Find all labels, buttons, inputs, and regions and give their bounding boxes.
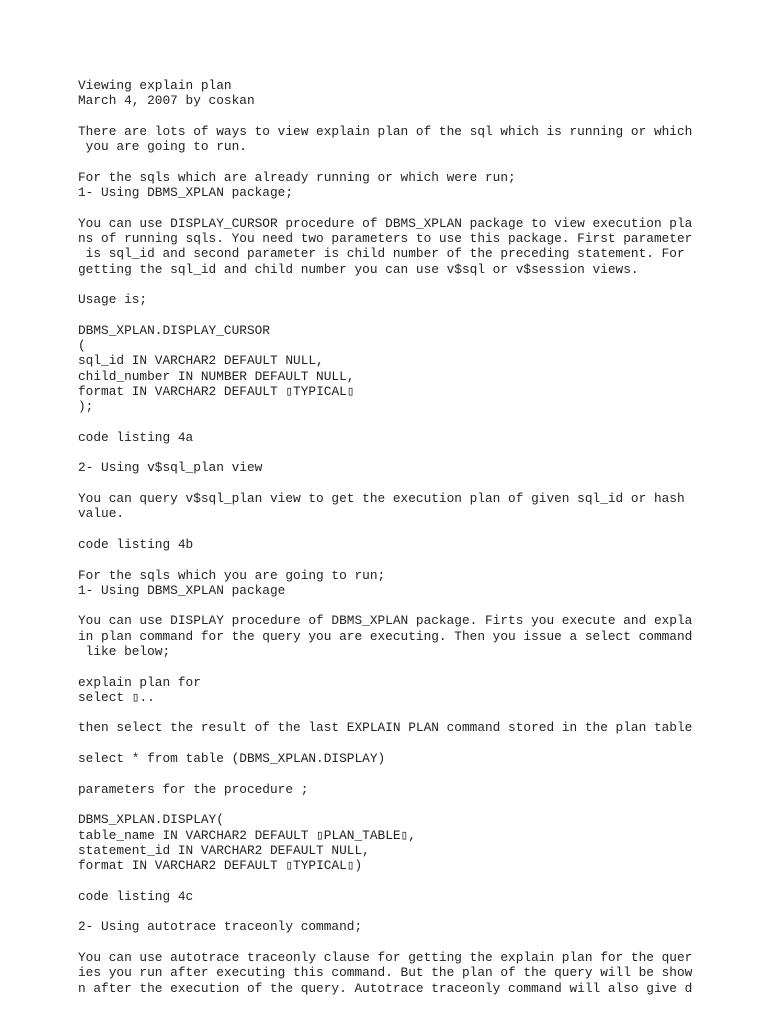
blank-line — [78, 415, 718, 430]
blank-line — [78, 766, 718, 781]
text-line: You can query v$sql_plan view to get the execution plan of given sql_id or hash — [78, 491, 685, 507]
document-body — [78, 78, 718, 996]
text-line: select ▯.. — [78, 689, 155, 705]
text-line: For the sqls which are already running or which were run; — [78, 169, 516, 185]
blank-line — [78, 736, 718, 751]
text-line: ); — [78, 399, 94, 415]
text-line: ns of running sqls. You need two parameters to use this package. First parameter — [78, 230, 693, 246]
blank-line — [78, 154, 718, 169]
text-line: is sql_id and second parameter is child number of the preceding statement. For — [78, 246, 685, 262]
text-line: March 4, 2007 by coskan — [78, 93, 255, 109]
text-line: There are lots of ways to view explain plan of the sql which is running or which — [78, 123, 693, 139]
text-line: table_name IN VARCHAR2 DEFAULT ▯PLAN_TABLE▯, — [78, 827, 416, 843]
text-line: Usage is; — [78, 292, 148, 308]
text-line: 1- Using DBMS_XPLAN package; — [78, 185, 294, 201]
blank-line — [78, 109, 718, 124]
text-line: format IN VARCHAR2 DEFAULT ▯TYPICAL▯ — [78, 383, 355, 399]
text-line: For the sqls which you are going to run; — [78, 567, 386, 583]
blank-line — [78, 476, 718, 491]
text-line: sql_id IN VARCHAR2 DEFAULT NULL, — [78, 353, 324, 369]
text-line: You can use DISPLAY_CURSOR procedure of DBMS_XPLAN package to view execution pla — [78, 215, 693, 231]
text-line: value. — [78, 506, 125, 522]
text-line: format IN VARCHAR2 DEFAULT ▯TYPICAL▯) — [78, 858, 363, 874]
blank-line — [78, 307, 718, 322]
text-line: You can use autotrace traceonly clause for getting the explain plan for the quer — [78, 949, 693, 965]
text-line: in plan command for the query you are executing. Then you issue a select command — [78, 628, 693, 644]
text-line: code listing 4b — [78, 536, 194, 552]
blank-line — [78, 705, 718, 720]
text-line: 2- Using v$sql_plan view — [78, 460, 263, 476]
text-line: statement_id IN VARCHAR2 DEFAULT NULL, — [78, 842, 370, 858]
text-line: DBMS_XPLAN.DISPLAY_CURSOR — [78, 322, 270, 338]
text-line: explain plan for — [78, 674, 201, 690]
text-line: ( — [78, 338, 86, 354]
blank-line — [78, 200, 718, 215]
blank-line — [78, 873, 718, 888]
text-line: parameters for the procedure ; — [78, 781, 309, 797]
blank-line — [78, 797, 718, 812]
blank-line — [78, 277, 718, 292]
blank-line — [78, 598, 718, 613]
text-line: Viewing explain plan — [78, 78, 232, 93]
text-line: n after the execution of the query. Autotrace traceonly command will also give d — [78, 980, 693, 996]
blank-line — [78, 522, 718, 537]
text-line: you are going to run. — [78, 139, 247, 155]
text-line: DBMS_XPLAN.DISPLAY( — [78, 812, 224, 828]
blank-line — [78, 659, 718, 674]
blank-line — [78, 935, 718, 950]
text-line: like below; — [78, 643, 171, 659]
blank-line — [78, 904, 718, 919]
text-line: child_number IN NUMBER DEFAULT NULL, — [78, 368, 355, 384]
text-line: getting the sql_id and child number you can use v$sql or v$session views. — [78, 261, 639, 277]
text-line: then select the result of the last EXPLAIN PLAN command stored in the plan table — [78, 720, 693, 736]
text-line: 1- Using DBMS_XPLAN package — [78, 582, 286, 598]
text-line: ies you run after executing this command. But the plan of the query will be show — [78, 965, 693, 981]
text-line: code listing 4a — [78, 429, 194, 445]
text-line: 2- Using autotrace traceonly command; — [78, 919, 363, 935]
text-line: code listing 4c — [78, 888, 194, 904]
blank-line — [78, 552, 718, 567]
text-line: select * from table (DBMS_XPLAN.DISPLAY) — [78, 751, 386, 767]
text-line: You can use DISPLAY procedure of DBMS_XPLAN package. Firts you execute and expla — [78, 613, 693, 629]
blank-line — [78, 445, 718, 460]
